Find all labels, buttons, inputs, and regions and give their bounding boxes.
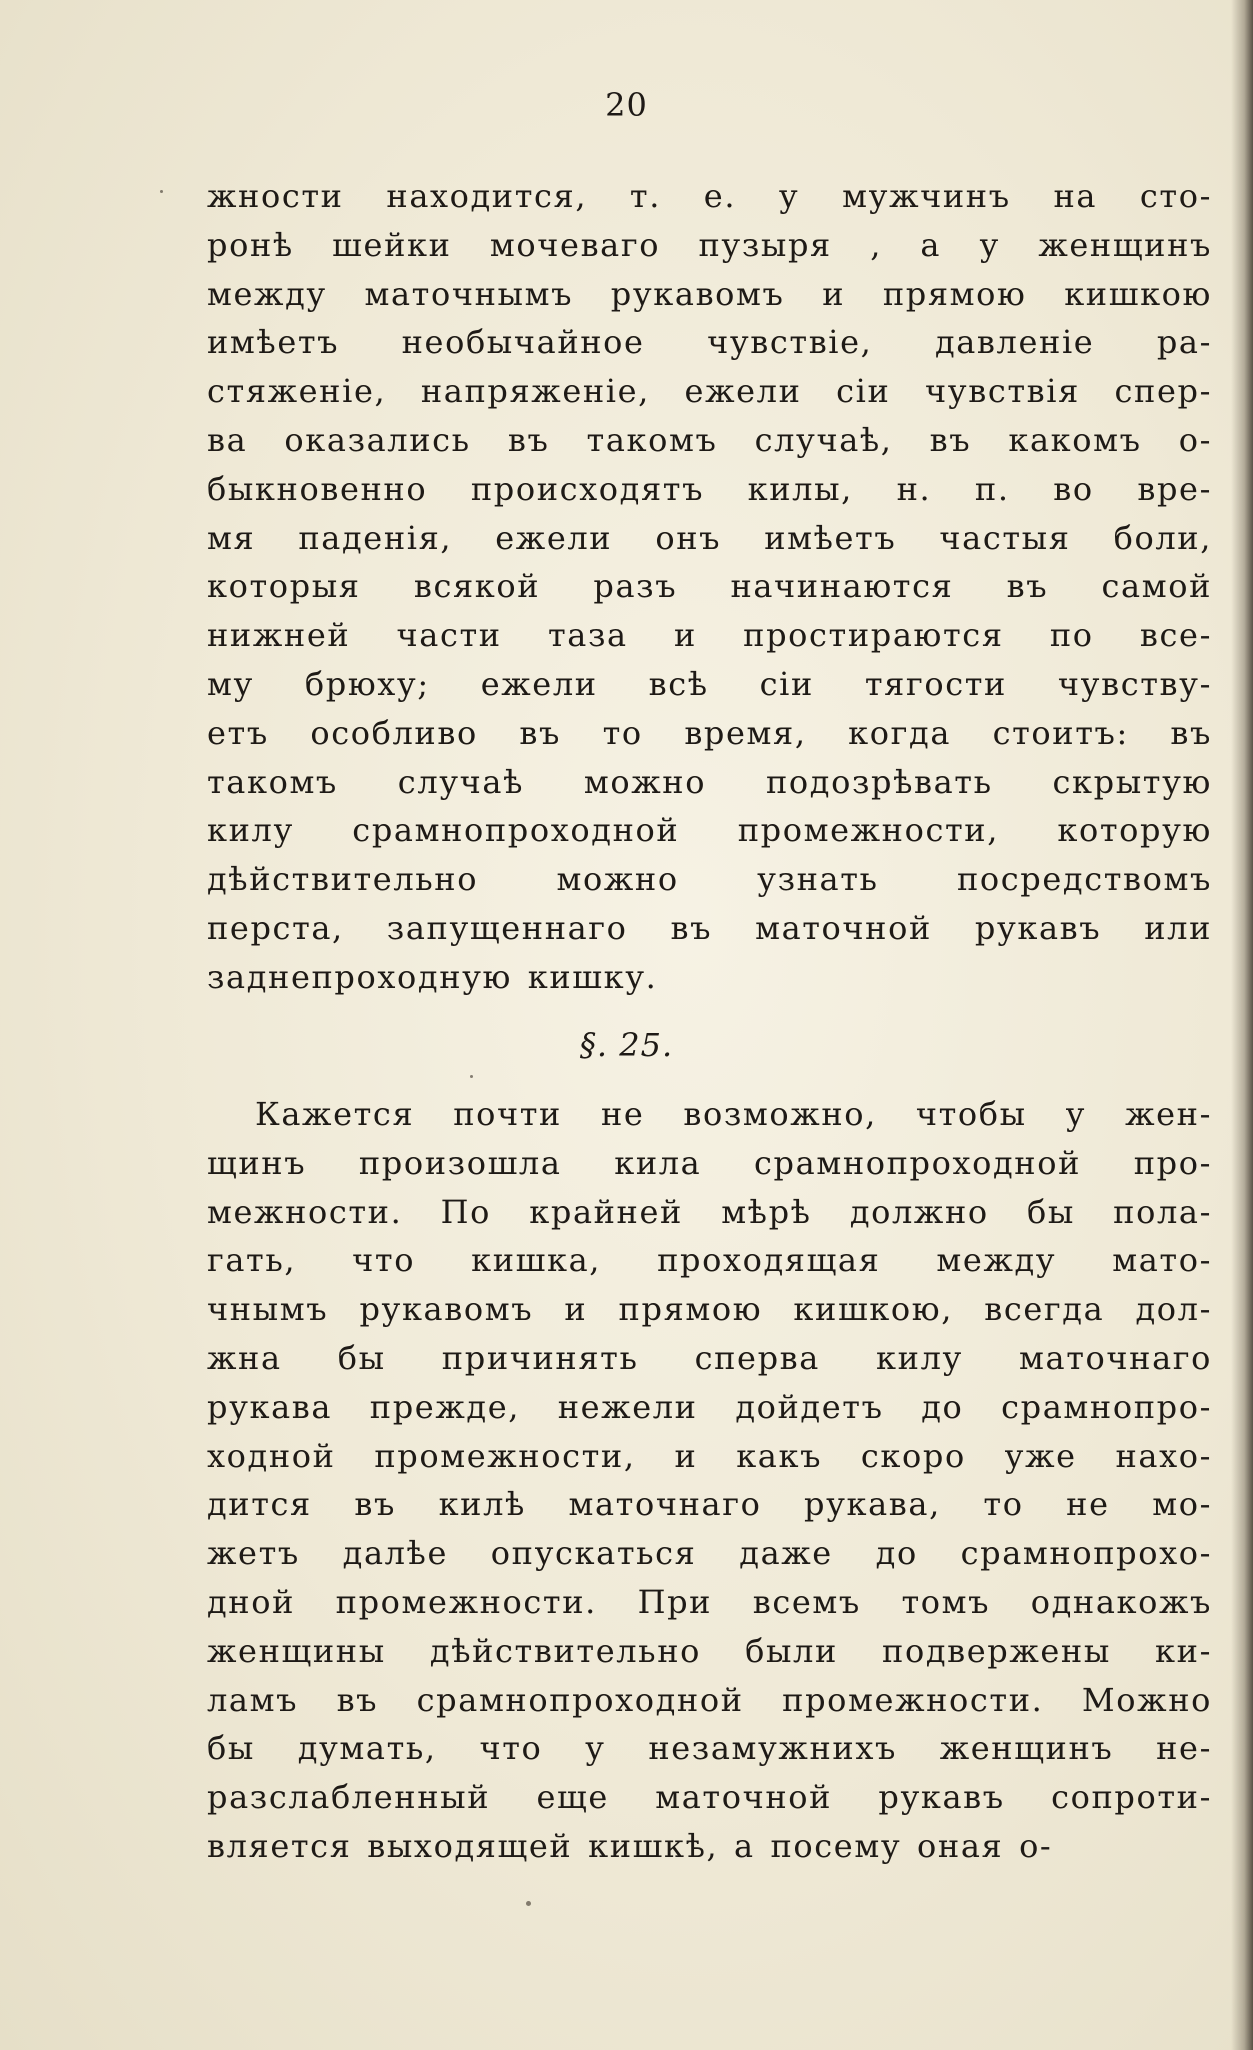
text-line: имѣетъ необычайное чувствіе, давленіе ра- xyxy=(207,323,1212,362)
text-line: дѣйствительно можно узнать посредствомъ xyxy=(207,860,1212,899)
paragraph-section-25 xyxy=(207,1090,1212,1871)
text-line: гать, что кишка, проходящая между мато- xyxy=(207,1241,1212,1280)
text-line: ронѣ шейки мочеваго пузыря , а у женщинъ xyxy=(207,225,1212,264)
print-speck xyxy=(526,1901,531,1906)
text-line: ламъ въ срамнопроходной промежности. Можно xyxy=(207,1680,1212,1719)
print-speck xyxy=(160,190,163,193)
text-line: женщины дѣйствительно были подвержены ки- xyxy=(207,1631,1212,1670)
text-line: жности находится, т. е. у мужчинъ на сто- xyxy=(207,177,1212,215)
text-line: ва оказались въ такомъ случаѣ, въ какомъ о- xyxy=(207,420,1212,459)
text-line: чнымъ рукавомъ и прямою кишкою, всегда дол- xyxy=(207,1290,1212,1329)
text-line: которыя всякой разъ начинаются въ самой xyxy=(207,567,1212,606)
text-line: жетъ далѣе опускаться даже до срамнопрохо- xyxy=(207,1534,1212,1573)
text-line: жна бы причинять сперва килу маточнаго xyxy=(207,1338,1212,1377)
paragraph-continued xyxy=(207,172,1212,1002)
text-line: стяженіе, напряженіе, ежели сіи чувствія спер- xyxy=(207,372,1212,411)
text-line: ходной промежности, и какъ скоро уже нахо- xyxy=(207,1436,1212,1475)
text-line: етъ особливо въ то время, когда стоитъ: въ xyxy=(207,713,1212,752)
text-line: между маточнымъ рукавомъ и прямою кишкою xyxy=(207,274,1212,313)
text-line: быкновенно происходятъ килы, н. п. во вре- xyxy=(207,469,1212,508)
print-speck xyxy=(470,1075,473,1078)
text-line: дится въ килѣ маточнаго рукава, то не мо- xyxy=(207,1485,1212,1524)
text-line: разслабленный еще маточной рукавъ сопроти- xyxy=(207,1778,1212,1817)
text-line: перста, запущеннаго въ маточной рукавъ или xyxy=(207,908,1212,947)
text-line: Кажется почти не возможно, чтобы у жен- xyxy=(255,1095,1212,1133)
text-line: му брюху; ежели всѣ сіи тягости чувству- xyxy=(207,664,1212,703)
section-heading: §. 25. xyxy=(579,1026,674,1064)
text-line: вляется выходящей кишкѣ, а посему оная о- xyxy=(207,1826,1053,1865)
text-line: такомъ случаѣ можно подозрѣвать скрытую xyxy=(207,762,1212,801)
text-line: мя паденія, ежели онъ имѣетъ частыя боли, xyxy=(207,518,1212,557)
text-line: заднепроходную кишку. xyxy=(207,957,658,996)
text-line: дной промежности. При всемъ томъ однакожъ xyxy=(207,1582,1212,1621)
text-line: бы думать, что у незамужнихъ женщинъ не- xyxy=(207,1729,1212,1768)
text-line: килу срамнопроходной промежности, которую xyxy=(207,811,1212,850)
text-line: щинъ произошла кила срамнопроходной про- xyxy=(207,1143,1212,1182)
text-line: нижней части таза и простираются по все- xyxy=(207,616,1212,655)
text-line: межности. По крайней мѣрѣ должно бы пола- xyxy=(207,1192,1212,1231)
page-number: 20 xyxy=(605,86,648,124)
text-line: рукава прежде, нежели дойдетъ до срамнопро- xyxy=(207,1387,1212,1426)
page-edge-shadow xyxy=(1231,0,1253,2050)
